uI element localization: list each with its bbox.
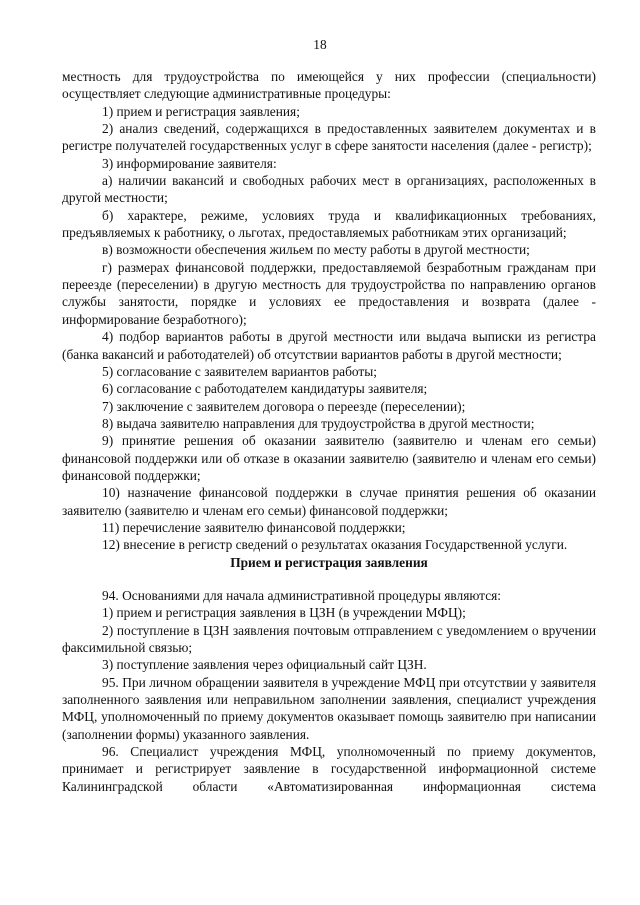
paragraph-5: а) наличии вакансий и свободных рабочих мест в организациях, расположенных в другой местности; xyxy=(62,173,596,206)
paragraph-9: 4) подбор вариантов работы в другой местности или выдача выписки из регистра (банка вакансий и работодателей) об отсутствии вариантов работы в другой местности; xyxy=(62,329,596,362)
section-heading: Прием и регистрация заявления xyxy=(230,554,428,570)
paragraph-12: 7) заключение с заявителем договора о переезде (переселении); xyxy=(102,398,466,414)
section-paragraph-6: 96. Специалист учреждения МФЦ, уполномоченный по приему документов, принимает и регистрирует заявление в государственной информационной системе Калининградской области «Автоматизированная информационная система xyxy=(62,744,596,794)
paragraph-1: местность для трудоустройства по имеющейся у них профессии (специальности) осуществляет следующие административные процедуры: xyxy=(62,69,596,102)
paragraph-2: 1) прием и регистрация заявления; xyxy=(102,103,300,119)
section-paragraph-2: 1) прием и регистрация заявления в ЦЗН (в учреждении МФЦ); xyxy=(102,605,466,621)
paragraph-16: 11) перечисление заявителю финансовой поддержки; xyxy=(102,519,406,535)
paragraph-3: 2) анализ сведений, содержащихся в предоставленных заявителем документах и в регистре получателей государственных услуг в сфере занятости населения (далее - регистр); xyxy=(62,121,596,154)
section-paragraph-3: 2) поступление в ЦЗН заявления почтовым отправлением с уведомлением о вручении факсимильной связью; xyxy=(62,622,596,655)
paragraph-17: 12) внесение в регистр сведений о результатах оказания Государственной услуги. xyxy=(102,537,568,553)
section-paragraph-5: 95. При личном обращении заявителя в учреждение МФЦ при отсутствии у заявителя заполненного заявления или неправильном заполнении заявления, специалист учреждения МФЦ, уполномоченный по приему документов оказывает помощь заявителю при написании (заполнении формы) указанного заявления. xyxy=(62,674,596,742)
paragraph-11: 6) согласование с работодателем кандидатуры заявителя; xyxy=(102,381,428,397)
section-paragraph-4: 3) поступление заявления через официальный сайт ЦЗН. xyxy=(102,657,427,673)
paragraph-15: 10) назначение финансовой поддержки в случае принятия решения об оказании заявителю (заявителю и членам его семьи) финансовой поддержки; xyxy=(62,485,596,518)
procedures-list xyxy=(62,68,596,554)
section-body xyxy=(62,587,596,795)
page-content xyxy=(62,68,596,795)
paragraph-6: б) характере, режиме, условиях труда и квалификационных требованиях, предъявляемых к работнику, о льготах, предоставляемых работникам этих организаций; xyxy=(62,207,596,241)
section-paragraph-1: 94. Основаниями для начала административной процедуры являются: xyxy=(102,587,502,603)
page-number: 18 xyxy=(313,37,327,52)
paragraph-8: г) размерах финансовой поддержки, предоставляемой безработным гражданам при переезде (переселении) в другую местность для трудоустройства по направлению органов службы занятости, порядке и условиях ее предоставления и возврата (далее - информирование безработного); xyxy=(62,259,596,327)
paragraph-13: 8) выдача заявителю направления для трудоустройства в другой местности; xyxy=(102,415,535,431)
paragraph-14: 9) принятие решения об оказании заявителю (заявителю и членам его семьи) финансовой поддержки или об отказе в оказании заявителю (заявителю и членам его семьи) финансовой поддержки; xyxy=(62,433,596,483)
paragraph-10: 5) согласование с заявителем вариантов работы; xyxy=(102,363,377,379)
paragraph-4: 3) информирование заявителя: xyxy=(102,155,277,171)
paragraph-7: в) возможности обеспечения жильем по месту работы в другой местности; xyxy=(102,242,530,258)
